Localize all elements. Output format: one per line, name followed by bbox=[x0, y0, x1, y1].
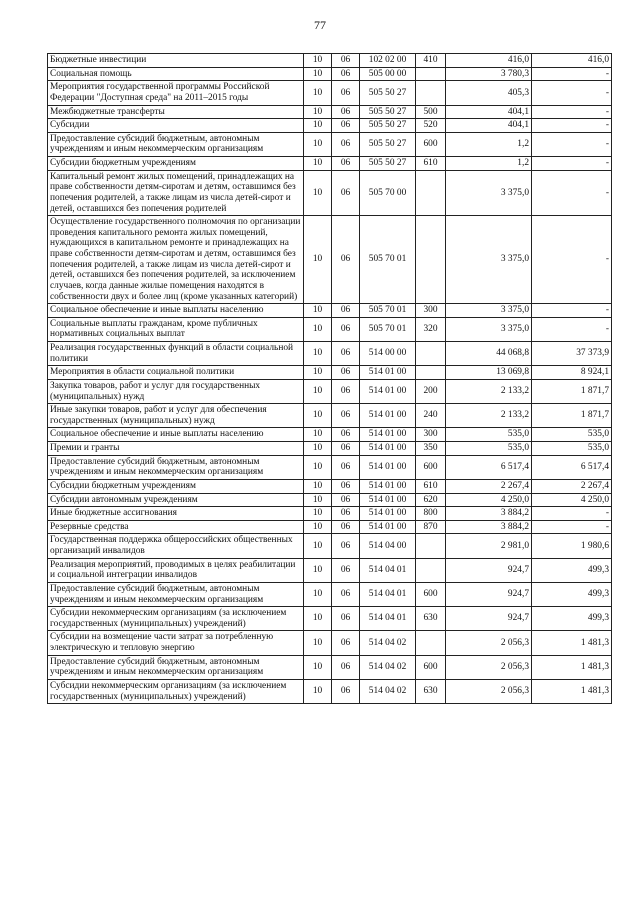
subsection-code-cell: 06 bbox=[332, 507, 360, 521]
amount-2-cell: 2 267,4 bbox=[532, 479, 612, 493]
amount-1-cell: 924,7 bbox=[446, 582, 532, 606]
expense-type-cell: 500 bbox=[416, 105, 446, 119]
expense-type-cell: 240 bbox=[416, 404, 446, 428]
expense-type-cell bbox=[416, 366, 446, 380]
table-row bbox=[48, 317, 612, 341]
amount-2-cell: 1 481,3 bbox=[532, 679, 612, 703]
table-row bbox=[48, 428, 612, 442]
amount-2-cell: - bbox=[532, 132, 612, 156]
table-row bbox=[48, 81, 612, 105]
amount-1-cell: 535,0 bbox=[446, 442, 532, 456]
amount-1-cell: 3 375,0 bbox=[446, 170, 532, 216]
amount-2-cell: - bbox=[532, 67, 612, 81]
budget-table-body bbox=[48, 54, 612, 704]
section-code-cell: 10 bbox=[304, 317, 332, 341]
amount-1-cell: 2 133,2 bbox=[446, 379, 532, 403]
row-name-cell: Государственная поддержка общероссийских общественных организаций инвалидов bbox=[48, 534, 304, 558]
target-article-cell: 505 70 01 bbox=[360, 216, 416, 304]
section-code-cell: 10 bbox=[304, 81, 332, 105]
amount-1-cell: 1,2 bbox=[446, 157, 532, 171]
amount-1-cell: 44 068,8 bbox=[446, 342, 532, 366]
table-row bbox=[48, 119, 612, 133]
expense-type-cell: 410 bbox=[416, 54, 446, 68]
subsection-code-cell: 06 bbox=[332, 54, 360, 68]
expense-type-cell bbox=[416, 67, 446, 81]
expense-type-cell: 200 bbox=[416, 379, 446, 403]
expense-type-cell bbox=[416, 170, 446, 216]
amount-2-cell: 6 517,4 bbox=[532, 455, 612, 479]
subsection-code-cell: 06 bbox=[332, 631, 360, 655]
amount-1-cell: 6 517,4 bbox=[446, 455, 532, 479]
section-code-cell: 10 bbox=[304, 342, 332, 366]
subsection-code-cell: 06 bbox=[332, 534, 360, 558]
target-article-cell: 514 01 00 bbox=[360, 379, 416, 403]
amount-2-cell: 1 481,3 bbox=[532, 655, 612, 679]
section-code-cell: 10 bbox=[304, 216, 332, 304]
section-code-cell: 10 bbox=[304, 157, 332, 171]
row-name-cell: Субсидии автономным учреждениям bbox=[48, 493, 304, 507]
amount-1-cell: 1,2 bbox=[446, 132, 532, 156]
amount-2-cell: - bbox=[532, 105, 612, 119]
subsection-code-cell: 06 bbox=[332, 317, 360, 341]
expense-type-cell: 600 bbox=[416, 132, 446, 156]
section-code-cell: 10 bbox=[304, 428, 332, 442]
target-article-cell: 514 01 00 bbox=[360, 442, 416, 456]
amount-2-cell: - bbox=[532, 520, 612, 534]
target-article-cell: 505 70 01 bbox=[360, 317, 416, 341]
subsection-code-cell: 06 bbox=[332, 366, 360, 380]
target-article-cell: 514 01 00 bbox=[360, 520, 416, 534]
target-article-cell: 514 01 00 bbox=[360, 428, 416, 442]
subsection-code-cell: 06 bbox=[332, 342, 360, 366]
table-row bbox=[48, 170, 612, 216]
amount-1-cell: 2 056,3 bbox=[446, 631, 532, 655]
section-code-cell: 10 bbox=[304, 379, 332, 403]
subsection-code-cell: 06 bbox=[332, 81, 360, 105]
table-row bbox=[48, 157, 612, 171]
subsection-code-cell: 06 bbox=[332, 404, 360, 428]
subsection-code-cell: 06 bbox=[332, 520, 360, 534]
target-article-cell: 514 01 00 bbox=[360, 366, 416, 380]
section-code-cell: 10 bbox=[304, 455, 332, 479]
table-row bbox=[48, 67, 612, 81]
amount-2-cell: - bbox=[532, 170, 612, 216]
row-name-cell: Субсидии некоммерческим организациям (за исключением государственных (муниципальных) учреждений) bbox=[48, 679, 304, 703]
section-code-cell: 10 bbox=[304, 607, 332, 631]
amount-1-cell: 924,7 bbox=[446, 607, 532, 631]
amount-2-cell: 499,3 bbox=[532, 582, 612, 606]
table-row bbox=[48, 404, 612, 428]
expense-type-cell: 320 bbox=[416, 317, 446, 341]
target-article-cell: 505 70 00 bbox=[360, 170, 416, 216]
section-code-cell: 10 bbox=[304, 479, 332, 493]
amount-2-cell: 8 924,1 bbox=[532, 366, 612, 380]
amount-2-cell: 1 871,7 bbox=[532, 379, 612, 403]
expense-type-cell: 870 bbox=[416, 520, 446, 534]
subsection-code-cell: 06 bbox=[332, 304, 360, 318]
amount-1-cell: 404,1 bbox=[446, 119, 532, 133]
target-article-cell: 514 04 02 bbox=[360, 679, 416, 703]
expense-type-cell: 800 bbox=[416, 507, 446, 521]
expense-type-cell: 520 bbox=[416, 119, 446, 133]
row-name-cell: Иные бюджетные ассигнования bbox=[48, 507, 304, 521]
target-article-cell: 514 01 00 bbox=[360, 493, 416, 507]
amount-2-cell: - bbox=[532, 216, 612, 304]
target-article-cell: 514 01 00 bbox=[360, 479, 416, 493]
row-name-cell: Субсидии бюджетным учреждениям bbox=[48, 157, 304, 171]
subsection-code-cell: 06 bbox=[332, 379, 360, 403]
target-article-cell: 514 01 00 bbox=[360, 404, 416, 428]
subsection-code-cell: 06 bbox=[332, 679, 360, 703]
row-name-cell: Межбюджетные трансферты bbox=[48, 105, 304, 119]
row-name-cell: Субсидии bbox=[48, 119, 304, 133]
subsection-code-cell: 06 bbox=[332, 442, 360, 456]
expense-type-cell: 610 bbox=[416, 157, 446, 171]
row-name-cell: Мероприятия государственной программы Российской Федерации "Доступная среда" на 2011–2015 годы bbox=[48, 81, 304, 105]
amount-1-cell: 416,0 bbox=[446, 54, 532, 68]
row-name-cell: Предоставление субсидий бюджетным, автономным учреждениям и иным некоммерческим организациям bbox=[48, 132, 304, 156]
subsection-code-cell: 06 bbox=[332, 655, 360, 679]
expense-type-cell bbox=[416, 342, 446, 366]
amount-2-cell: - bbox=[532, 304, 612, 318]
expense-type-cell: 600 bbox=[416, 655, 446, 679]
subsection-code-cell: 06 bbox=[332, 558, 360, 582]
subsection-code-cell: 06 bbox=[332, 105, 360, 119]
target-article-cell: 505 50 27 bbox=[360, 157, 416, 171]
row-name-cell: Социальная помощь bbox=[48, 67, 304, 81]
target-article-cell: 514 04 01 bbox=[360, 607, 416, 631]
target-article-cell: 505 50 27 bbox=[360, 132, 416, 156]
section-code-cell: 10 bbox=[304, 170, 332, 216]
section-code-cell: 10 bbox=[304, 304, 332, 318]
page-number: 77 bbox=[314, 18, 326, 32]
target-article-cell: 514 00 00 bbox=[360, 342, 416, 366]
table-row bbox=[48, 105, 612, 119]
row-name-cell: Закупка товаров, работ и услуг для государственных (муниципальных) нужд bbox=[48, 379, 304, 403]
amount-1-cell: 2 056,3 bbox=[446, 679, 532, 703]
target-article-cell: 505 50 27 bbox=[360, 119, 416, 133]
expense-type-cell: 610 bbox=[416, 479, 446, 493]
amount-1-cell: 13 069,8 bbox=[446, 366, 532, 380]
target-article-cell: 505 00 00 bbox=[360, 67, 416, 81]
table-row bbox=[48, 507, 612, 521]
row-name-cell: Осуществление государственного полномочия по организации проведения капитального ремонта жилых помещений, нуждающихся в капитальном ремонте и принадлежащих на праве собственности детям-сиротам и детям, оставшимся без попечения родителей, а также лицам из числа детей-сирот и детей, оставшихся без попечения родителей, за исключением случаев, когда данные жилые помещения находятся в собственности двух и более лиц (кроме указанных категорий) bbox=[48, 216, 304, 304]
table-row bbox=[48, 379, 612, 403]
table-row bbox=[48, 54, 612, 68]
subsection-code-cell: 06 bbox=[332, 170, 360, 216]
row-name-cell: Резервные средства bbox=[48, 520, 304, 534]
amount-2-cell: 499,3 bbox=[532, 558, 612, 582]
subsection-code-cell: 06 bbox=[332, 479, 360, 493]
row-name-cell: Бюджетные инвестиции bbox=[48, 54, 304, 68]
amount-1-cell: 405,3 bbox=[446, 81, 532, 105]
table-row bbox=[48, 366, 612, 380]
amount-1-cell: 535,0 bbox=[446, 428, 532, 442]
amount-2-cell: 535,0 bbox=[532, 442, 612, 456]
expense-type-cell: 600 bbox=[416, 455, 446, 479]
subsection-code-cell: 06 bbox=[332, 67, 360, 81]
amount-2-cell: 1 481,3 bbox=[532, 631, 612, 655]
amount-2-cell: - bbox=[532, 317, 612, 341]
target-article-cell: 505 70 01 bbox=[360, 304, 416, 318]
table-row bbox=[48, 655, 612, 679]
row-name-cell: Социальные выплаты гражданам, кроме публичных нормативных социальных выплат bbox=[48, 317, 304, 341]
subsection-code-cell: 06 bbox=[332, 582, 360, 606]
row-name-cell: Реализация мероприятий, проводимых в целях реабилитации и социальной интеграции инвалидов bbox=[48, 558, 304, 582]
amount-1-cell: 2 056,3 bbox=[446, 655, 532, 679]
row-name-cell: Субсидии на возмещение части затрат за потребленную электрическую и тепловую энергию bbox=[48, 631, 304, 655]
expense-type-cell: 630 bbox=[416, 607, 446, 631]
row-name-cell: Реализация государственных функций в области социальной политики bbox=[48, 342, 304, 366]
section-code-cell: 10 bbox=[304, 54, 332, 68]
target-article-cell: 505 50 27 bbox=[360, 105, 416, 119]
amount-1-cell: 4 250,0 bbox=[446, 493, 532, 507]
table-row bbox=[48, 679, 612, 703]
target-article-cell: 514 04 01 bbox=[360, 558, 416, 582]
amount-1-cell: 3 375,0 bbox=[446, 317, 532, 341]
table-row bbox=[48, 558, 612, 582]
table-row bbox=[48, 520, 612, 534]
section-code-cell: 10 bbox=[304, 67, 332, 81]
amount-2-cell: - bbox=[532, 507, 612, 521]
amount-2-cell: 416,0 bbox=[532, 54, 612, 68]
amount-1-cell: 3 884,2 bbox=[446, 507, 532, 521]
amount-1-cell: 3 884,2 bbox=[446, 520, 532, 534]
section-code-cell: 10 bbox=[304, 679, 332, 703]
expense-type-cell bbox=[416, 216, 446, 304]
table-row bbox=[48, 534, 612, 558]
target-article-cell: 102 02 00 bbox=[360, 54, 416, 68]
amount-1-cell: 3 375,0 bbox=[446, 304, 532, 318]
section-code-cell: 10 bbox=[304, 582, 332, 606]
amount-2-cell: - bbox=[532, 157, 612, 171]
amount-1-cell: 2 133,2 bbox=[446, 404, 532, 428]
subsection-code-cell: 06 bbox=[332, 428, 360, 442]
row-name-cell: Предоставление субсидий бюджетным, автономным учреждениям и иным некоммерческим организациям bbox=[48, 455, 304, 479]
amount-2-cell: 535,0 bbox=[532, 428, 612, 442]
target-article-cell: 514 04 02 bbox=[360, 655, 416, 679]
section-code-cell: 10 bbox=[304, 534, 332, 558]
table-row bbox=[48, 132, 612, 156]
section-code-cell: 10 bbox=[304, 558, 332, 582]
amount-1-cell: 404,1 bbox=[446, 105, 532, 119]
amount-2-cell: 37 373,9 bbox=[532, 342, 612, 366]
subsection-code-cell: 06 bbox=[332, 132, 360, 156]
subsection-code-cell: 06 bbox=[332, 119, 360, 133]
row-name-cell: Социальное обеспечение и иные выплаты населению bbox=[48, 304, 304, 318]
table-row bbox=[48, 479, 612, 493]
row-name-cell: Премии и гранты bbox=[48, 442, 304, 456]
expense-type-cell: 300 bbox=[416, 304, 446, 318]
amount-1-cell: 924,7 bbox=[446, 558, 532, 582]
target-article-cell: 514 04 02 bbox=[360, 631, 416, 655]
row-name-cell: Социальное обеспечение и иные выплаты населению bbox=[48, 428, 304, 442]
expense-type-cell bbox=[416, 534, 446, 558]
expense-type-cell: 620 bbox=[416, 493, 446, 507]
section-code-cell: 10 bbox=[304, 493, 332, 507]
amount-2-cell: - bbox=[532, 119, 612, 133]
budget-table bbox=[47, 53, 612, 704]
table-row bbox=[48, 582, 612, 606]
row-name-cell: Субсидии бюджетным учреждениям bbox=[48, 479, 304, 493]
section-code-cell: 10 bbox=[304, 655, 332, 679]
target-article-cell: 514 04 01 bbox=[360, 582, 416, 606]
amount-1-cell: 3 780,3 bbox=[446, 67, 532, 81]
row-name-cell: Капитальный ремонт жилых помещений, принадлежащих на праве собственности детям-сиротам и детям, оставшимся без попечения родителей, а также лицам из числа детей-сирот и детей, оставшихся без попечения родителей bbox=[48, 170, 304, 216]
subsection-code-cell: 06 bbox=[332, 455, 360, 479]
row-name-cell: Предоставление субсидий бюджетным, автономным учреждениям и иным некоммерческим организациям bbox=[48, 582, 304, 606]
row-name-cell: Предоставление субсидий бюджетным, автономным учреждениям и иным некоммерческим организациям bbox=[48, 655, 304, 679]
table-row bbox=[48, 493, 612, 507]
expense-type-cell bbox=[416, 631, 446, 655]
target-article-cell: 514 04 00 bbox=[360, 534, 416, 558]
section-code-cell: 10 bbox=[304, 507, 332, 521]
section-code-cell: 10 bbox=[304, 119, 332, 133]
target-article-cell: 514 01 00 bbox=[360, 455, 416, 479]
amount-1-cell: 2 267,4 bbox=[446, 479, 532, 493]
amount-1-cell: 2 981,0 bbox=[446, 534, 532, 558]
expense-type-cell: 630 bbox=[416, 679, 446, 703]
section-code-cell: 10 bbox=[304, 132, 332, 156]
section-code-cell: 10 bbox=[304, 105, 332, 119]
table-row bbox=[48, 342, 612, 366]
subsection-code-cell: 06 bbox=[332, 157, 360, 171]
expense-type-cell: 600 bbox=[416, 582, 446, 606]
row-name-cell: Мероприятия в области социальной политики bbox=[48, 366, 304, 380]
expense-type-cell: 300 bbox=[416, 428, 446, 442]
expense-type-cell bbox=[416, 81, 446, 105]
section-code-cell: 10 bbox=[304, 631, 332, 655]
expense-type-cell: 350 bbox=[416, 442, 446, 456]
row-name-cell: Иные закупки товаров, работ и услуг для обеспечения государственных (муниципальных) нужд bbox=[48, 404, 304, 428]
amount-1-cell: 3 375,0 bbox=[446, 216, 532, 304]
amount-2-cell: 1 980,6 bbox=[532, 534, 612, 558]
section-code-cell: 10 bbox=[304, 520, 332, 534]
subsection-code-cell: 06 bbox=[332, 216, 360, 304]
amount-2-cell: 499,3 bbox=[532, 607, 612, 631]
amount-2-cell: 4 250,0 bbox=[532, 493, 612, 507]
section-code-cell: 10 bbox=[304, 404, 332, 428]
table-row bbox=[48, 304, 612, 318]
table-row bbox=[48, 631, 612, 655]
target-article-cell: 514 01 00 bbox=[360, 507, 416, 521]
table-row bbox=[48, 442, 612, 456]
section-code-cell: 10 bbox=[304, 442, 332, 456]
target-article-cell: 505 50 27 bbox=[360, 81, 416, 105]
row-name-cell: Субсидии некоммерческим организациям (за исключением государственных (муниципальных) учреждений) bbox=[48, 607, 304, 631]
table-row bbox=[48, 216, 612, 304]
expense-type-cell bbox=[416, 558, 446, 582]
table-row bbox=[48, 455, 612, 479]
section-code-cell: 10 bbox=[304, 366, 332, 380]
table-row bbox=[48, 607, 612, 631]
amount-2-cell: 1 871,7 bbox=[532, 404, 612, 428]
subsection-code-cell: 06 bbox=[332, 607, 360, 631]
subsection-code-cell: 06 bbox=[332, 493, 360, 507]
amount-2-cell: - bbox=[532, 81, 612, 105]
